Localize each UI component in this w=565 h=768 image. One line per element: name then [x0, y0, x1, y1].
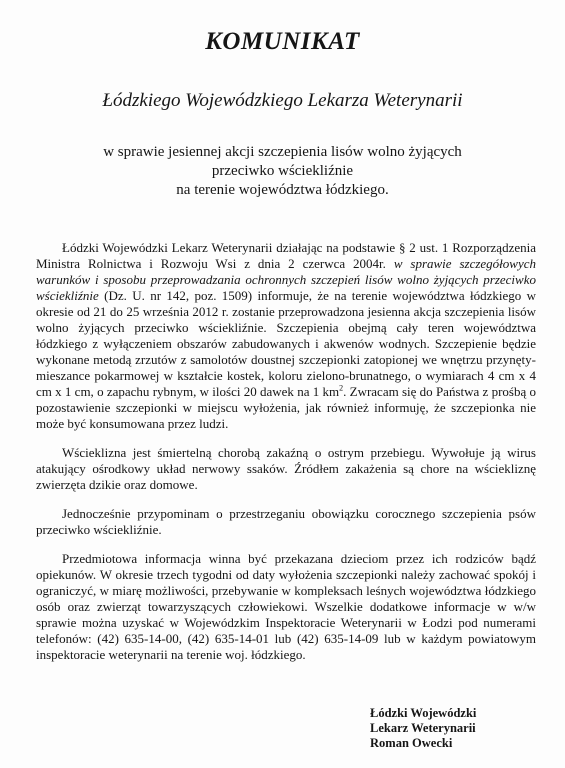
regulation-title: w sprawie szczegółowych warunków i sposobu przeprowadzania ochronnych szczepień lisów wolno żyjących przeciwko wściekliźnie	[36, 256, 537, 303]
paragraph-1-part-c: (Dz. U. nr 142, poz. 1509) informuje, że na terenie województwa łódzkiego w okresie od 21 do 25 września 2012 r. zostanie przeprowadzona jesienna akcja szczepienia lisów wolno żyjących przeciwko wściekliźnie. Szczepienia obejmą cały teren województwa łódzkiego z wyłączeniem obszarów zabudowanych i akwenów wodnych. Szczepienie będzie wykonane metodą zrzutów z samolotów doustnej szczepionki zatopionej we wnętrzu przynęty-mieszance pokarmowej w kształcie kostek, koloru zielono-brunatnego, o wymiarach 4 cm x 4 cm x 1 cm, o zapachu rybnym, w ilości 20 dawek na 1 km	[36, 288, 537, 399]
paragraph-4: Przedmiotowa informacja winna być przekazana dzieciom przez ich rodziców bądź opiekunów. W okresie trzech tygodni od daty wyłożenia szczepionki należy zachować spokój i ograniczyć, w miarę możliwości, przebywanie w kompleksach leśnych województwa łódzkiego osób oraz zwierząt towarzyszących człowiekowi. Wszelkie dodatkowe informacje w w/w sprawie można uzyskać w Wojewódzkim Inspektoracie Weterynarii w Łodzi pod numerami telefonów: (42) 635-14-00, (42) 635-14-01 lub (42) 635-14-09 lub w każdym powiatowym inspektoracie weterynarii na terenie woj. łódzkiego.	[36, 551, 536, 662]
superscript-2: 2	[339, 383, 344, 393]
subject-line-3: na terenie województwa łódzkiego.	[176, 182, 389, 198]
paragraph-2: Wścieklizna jest śmiertelną chorobą zakaźną o ostrym przebiegu. Wywołuje ją wirus atakujący ośrodkowy układ nerwowy ssaków. Źródłem zakażenia są chore na wściekliznę zwierzęta dzikie oraz domowe.	[36, 445, 536, 492]
document-subtitle: Łódzkiego Wojewódzkiego Lekarza Weterynarii	[102, 90, 463, 111]
subject-line-2: przeciwko wściekliźnie	[211, 163, 354, 179]
document-title: KOMUNIKAT	[205, 28, 360, 55]
paragraph-1	[36, 240, 536, 432]
paragraph-1-part-a: Łódzki Wojewódzki Lekarz Weterynarii działając na podstawie § 2 ust. 1 Rozporządzenia Ministra Rolnictwa i Rozwoju Wsi z dnia 2 czerwca 2004r.	[36, 240, 536, 271]
subject-line-1: w sprawie jesiennej akcji szczepienia lisów wolno żyjących	[103, 144, 462, 160]
signature-line-2: Lekarz Weterynarii	[370, 721, 476, 735]
signature-line-1: Łódzki Wojewódzki	[370, 706, 477, 720]
signature-line-3: Roman Owecki	[370, 736, 453, 750]
signature-block	[370, 706, 540, 751]
paragraph-1-part-d: . Zwracam się do Państwa z prośbą o pozostawienie szczepionki w miejscu wyłożenia, jak również informuję, że szczepionka nie może być konsumowana przez ludzi.	[36, 384, 536, 431]
document-body	[36, 240, 536, 676]
document-subject	[0, 143, 565, 200]
paragraph-3: Jednocześnie przypominam o przestrzeganiu obowiązku corocznego szczepienia psów przeciwko wściekliźnie.	[36, 506, 536, 537]
